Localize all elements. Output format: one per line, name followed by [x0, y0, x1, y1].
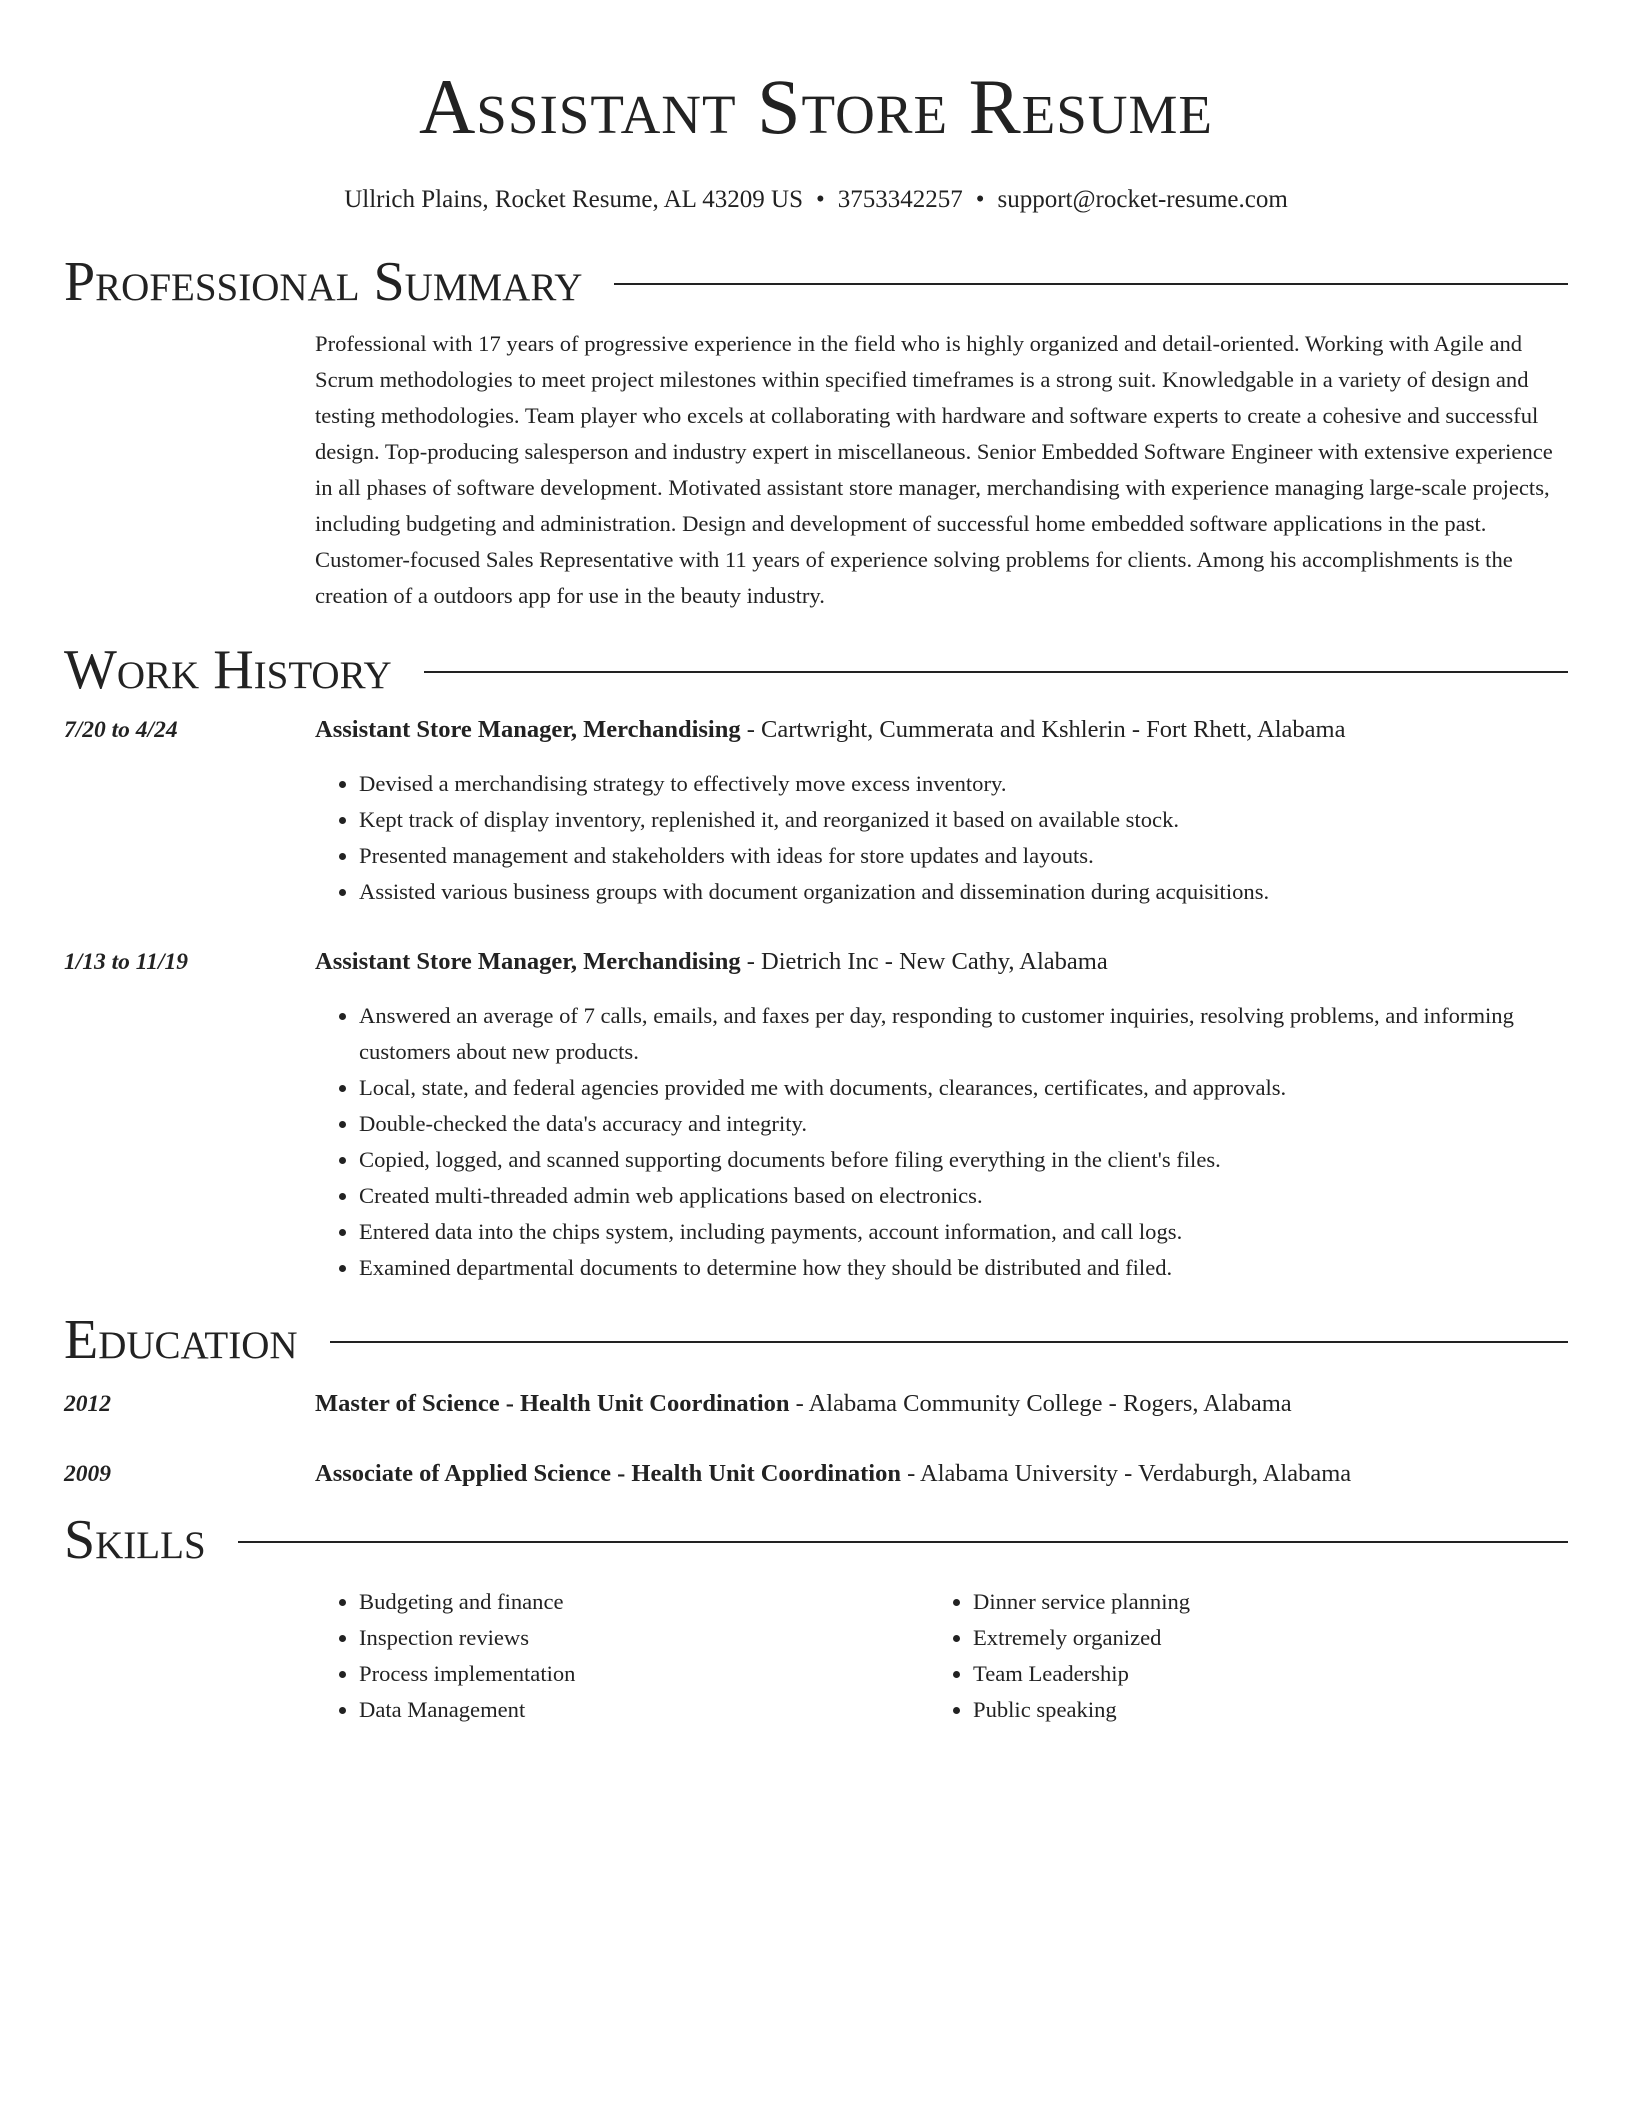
summary-text: Professional with 17 years of progressive experience in the field who is highly organized and detail-oriented. Working with Agile and Scrum methodologies to meet project milestones within specified timeframes is a strong suit. Knowledgable in a variety of design and testing methodologies. Team player who excels at collaborating with hardware and software experts to create a cohesive and successful design. Top-producing salesperson and industry expert in miscellaneous. Senior Embedded Software Engineer with extensive experience in all phases of software development. Motivated assistant store manager, merchandising with experience managing large-scale projects, including budgeting and administration. Design and development of successful home embedded software applications in the past. Customer-focused Sales Representative with 11 years of experience solving problems for clients. Among his accomplishments is the creation of a outdoors app for use in the beauty industry.	[315, 331, 1553, 608]
skills-columns	[315, 1584, 1568, 1728]
job-bullet: • Answered an average of 7 calls, emails, and faxes per day, responding to customer inquiries, resolving problems, and informing customers about new products.	[359, 998, 1568, 1070]
skills-list-left	[315, 1584, 929, 1728]
education-heading-line	[315, 1456, 1568, 1492]
contact-separator: •	[975, 186, 985, 213]
job-bullet: • Copied, logged, and scanned supporting documents before filing everything in the client's files.	[359, 1142, 1568, 1178]
skill-item: • Public speaking	[973, 1692, 1543, 1728]
education-year: 2012	[64, 1391, 111, 1417]
summary-header	[64, 250, 1568, 314]
skills-header	[64, 1508, 1568, 1572]
contact-line	[64, 184, 1568, 216]
education-degree: Master of Science - Health Unit Coordination	[315, 1390, 790, 1417]
summary-heading: Professional Summary	[64, 251, 583, 313]
job-heading	[315, 944, 1568, 980]
job-bullet: • Local, state, and federal agencies provided me with documents, clearances, certificates, and approvals.	[359, 1070, 1568, 1106]
job-bullet: • Assisted various business groups with document organization and dissemination during acquisitions.	[359, 874, 1568, 910]
skill-item: • Team Leadership	[973, 1656, 1543, 1692]
job-bullet: • Created multi-threaded admin web applications based on electronics.	[359, 1178, 1568, 1214]
education-year: 2009	[64, 1461, 111, 1487]
education-header	[64, 1308, 1568, 1372]
job-bullet: • Kept track of display inventory, replenished it, and reorganized it based on available stock.	[359, 802, 1568, 838]
job-employer: - Cartwright, Cummerata and Kshlerin - Fort Rhett, Alabama	[740, 716, 1346, 743]
job-bullets	[315, 766, 1568, 910]
education-degree: Associate of Applied Science - Health Unit Coordination	[315, 1460, 901, 1487]
contact-email: support@rocket-resume.com	[997, 186, 1288, 213]
section-divider	[424, 671, 1568, 673]
section-divider	[614, 283, 1568, 285]
skill-item: • Data Management	[359, 1692, 929, 1728]
education-body	[315, 1386, 1568, 1422]
job-bullet: • Devised a merchandising strategy to effectively move excess inventory.	[359, 766, 1568, 802]
contact-separator: •	[815, 186, 825, 213]
skills-section	[64, 1508, 1568, 1728]
job-dates: 1/13 to 11/19	[64, 949, 189, 975]
education-heading-line	[315, 1386, 1568, 1422]
education-entry	[64, 1386, 1568, 1422]
contact-address: Ullrich Plains, Rocket Resume, AL 43209 US	[344, 186, 803, 213]
job-bullet: • Entered data into the chips system, including payments, account information, and call logs.	[359, 1214, 1568, 1250]
section-divider	[330, 1341, 1568, 1343]
education-entry	[64, 1456, 1568, 1492]
job-dates: 7/20 to 4/24	[64, 717, 178, 743]
job-bullet: • Double-checked the data's accuracy and integrity.	[359, 1106, 1568, 1142]
job-employer: - Dietrich Inc - New Cathy, Alabama	[740, 948, 1108, 975]
contact-phone: 3753342257	[837, 186, 963, 213]
education-section	[64, 1308, 1568, 1492]
education-heading: Education	[64, 1309, 298, 1371]
work-history-section	[64, 638, 1568, 1286]
skill-item: • Inspection reviews	[359, 1620, 929, 1656]
section-divider	[238, 1541, 1568, 1543]
skill-item: • Extremely organized	[973, 1620, 1543, 1656]
job-bullet: • Presented management and stakeholders with ideas for store updates and layouts.	[359, 838, 1568, 874]
education-body	[315, 1456, 1568, 1492]
summary-section	[64, 250, 1568, 614]
skill-item: • Budgeting and finance	[359, 1584, 929, 1620]
skills-list-right	[929, 1584, 1543, 1728]
job-body	[315, 944, 1568, 1286]
skill-item: • Dinner service planning	[973, 1584, 1543, 1620]
job-entry	[64, 712, 1568, 910]
skills-heading: Skills	[64, 1509, 206, 1571]
job-entry	[64, 944, 1568, 1286]
skill-item: • Process implementation	[359, 1656, 929, 1692]
work-history-header	[64, 638, 1568, 702]
education-school: - Alabama Community College - Rogers, Alabama	[789, 1390, 1292, 1417]
resume-title: Assistant Store Resume	[418, 63, 1214, 150]
job-heading	[315, 712, 1568, 748]
job-body	[315, 712, 1568, 910]
job-title: Assistant Store Manager, Merchandising	[315, 948, 741, 975]
job-title: Assistant Store Manager, Merchandising	[315, 716, 741, 743]
job-bullet: • Examined departmental documents to determine how they should be distributed and filed.	[359, 1250, 1568, 1286]
job-bullets	[315, 998, 1568, 1286]
education-school: - Alabama University - Verdaburgh, Alabama	[900, 1460, 1352, 1487]
work-history-heading: Work History	[64, 639, 392, 701]
